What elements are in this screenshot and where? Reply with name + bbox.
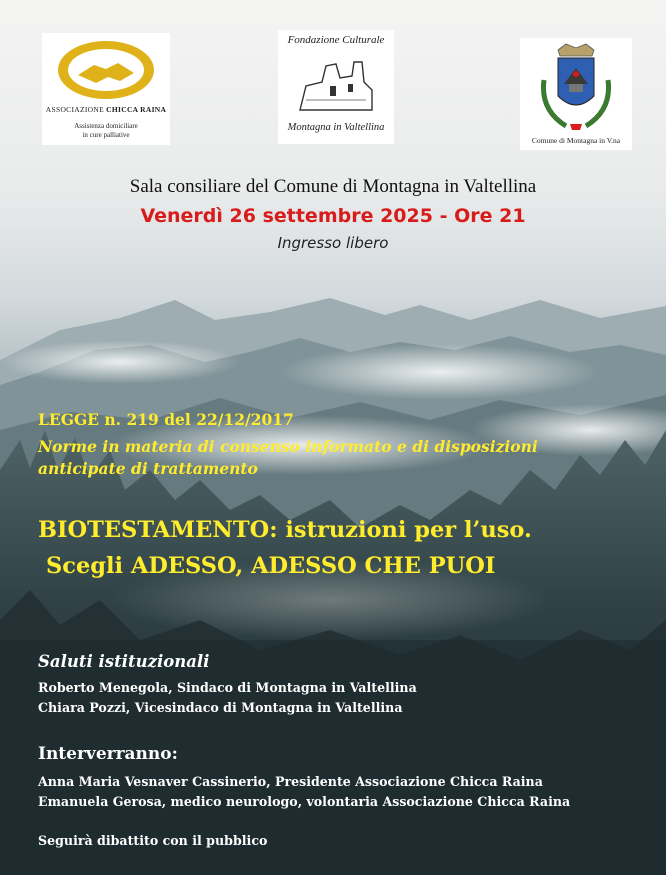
chicca-name-main: CHICCA RAINA [106, 105, 167, 114]
greetings-person: Roberto Menegola, Sindaco di Montagna in Valtellina [38, 680, 417, 695]
coat-of-arms-icon [536, 40, 616, 132]
law-description-line2: anticipate di trattamento [38, 459, 258, 478]
castle-icon [296, 56, 376, 114]
speakers-heading: Interverranno: [38, 744, 178, 764]
comune-caption: Comune di Montagna in V.na [531, 136, 621, 145]
law-description [38, 436, 638, 480]
greetings-person: Chiara Pozzi, Vicesindaco di Montagna in Valtellina [38, 700, 403, 715]
speaker-person: Emanuela Gerosa, medico neurologo, volontaria Associazione Chicca Raina [38, 794, 571, 809]
main-title-line2: Scegli ADESSO, ADESSO CHE PUOI [46, 553, 496, 579]
event-entry: Ingresso libero [277, 234, 389, 252]
comune-coat-of-arms [520, 38, 632, 150]
speaker-person: Anna Maria Vesnaver Cassinerio, Presidente Associazione Chicca Raina [38, 774, 543, 789]
chicca-tagline-2: in cure palliative [82, 131, 130, 139]
chicca-raina-logo [42, 33, 170, 145]
law-reference: LEGGE n. 219 del 22/12/2017 [38, 410, 294, 429]
handshake-icon [56, 39, 156, 101]
fondazione-bottom-text: Montagna in Valtellina [287, 122, 385, 133]
fondazione-top-text: Fondazione Culturale [287, 34, 385, 46]
debate-note: Seguirà dibattito con il pubblico [38, 833, 268, 848]
chicca-tagline-1: Assistenza domiciliare [74, 122, 138, 130]
chicca-name-prefix: ASSOCIAZIONE [45, 105, 104, 114]
law-description-line1: Norme in materia di consenso informato e di disposizioni [38, 437, 538, 456]
main-title-line1: BIOTESTAMENTO: istruzioni per l’uso. [38, 517, 532, 543]
event-date-time: Venerdì 26 settembre 2025 - Ore 21 [140, 205, 526, 227]
fondazione-culturale-logo [278, 30, 394, 144]
greetings-heading: Saluti istituzionali [38, 652, 210, 671]
event-venue: Sala consiliare del Comune di Montagna in Valtellina [129, 176, 537, 197]
